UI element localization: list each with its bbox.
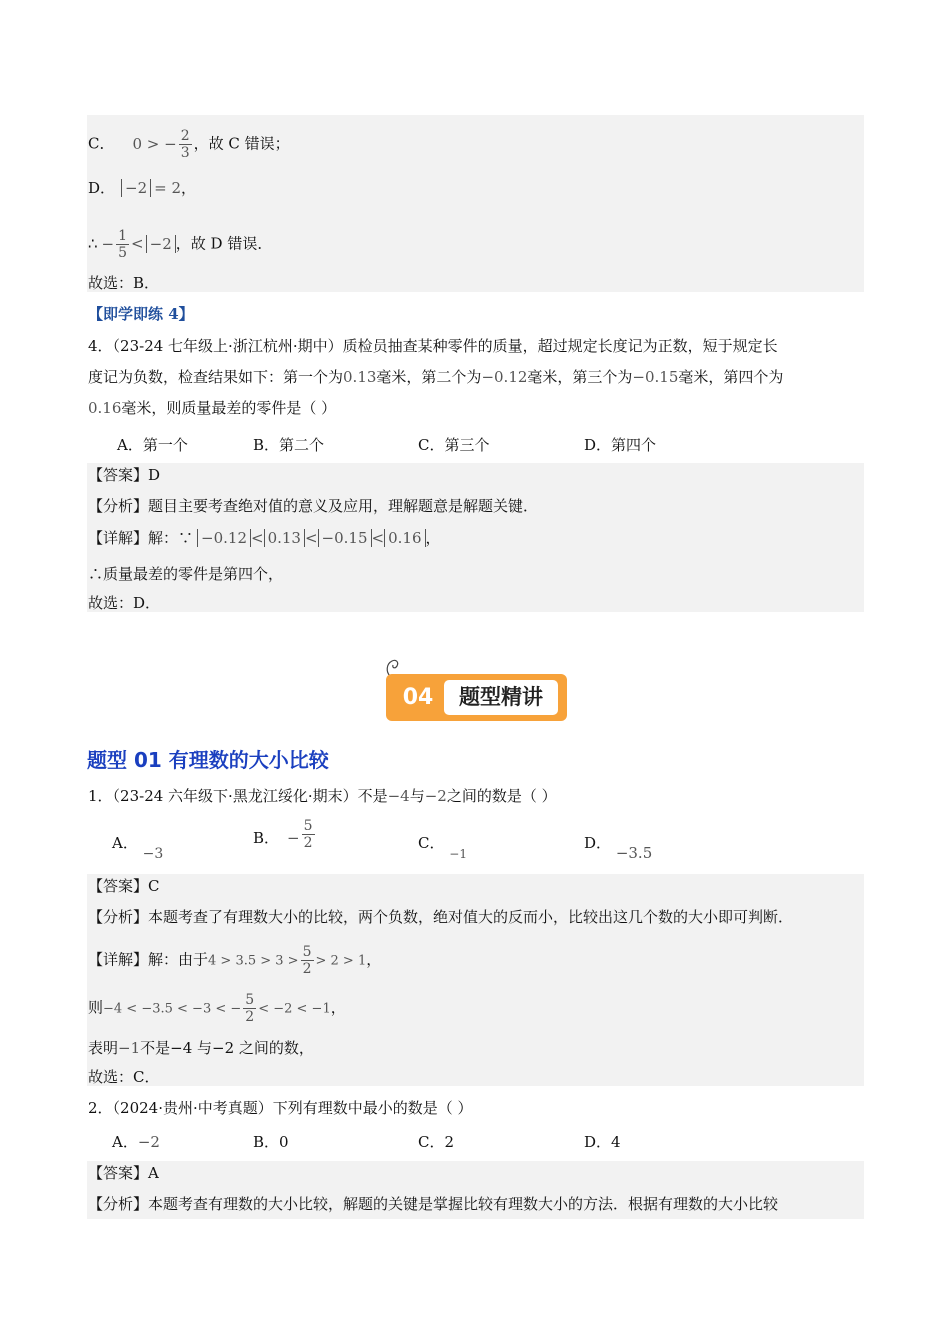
option-d[interactable] xyxy=(584,832,653,862)
analysis-text: 【分析】本题考查有理数的大小比较，解题的关键是掌握比较有理数大小的方法．根据有理数的大小比较 xyxy=(88,1195,779,1213)
show-suffix: 不是−4 与−2 之间的数， xyxy=(140,1039,314,1057)
stem-text: 与 xyxy=(409,787,425,805)
fraction-numerator: 5 xyxy=(303,818,313,834)
then-line xyxy=(88,992,346,1025)
option-label: A． xyxy=(112,834,138,852)
math-value: −2 xyxy=(424,787,447,805)
math-expression: −4 < −3.5 < −3 < − xyxy=(103,1001,242,1017)
option-a[interactable] xyxy=(112,1131,160,1152)
absolute-value: −0.12 xyxy=(197,529,251,547)
choose-answer: 故选：D． xyxy=(88,594,161,612)
math-expression: 4 > 3.5 > 3 > xyxy=(208,953,299,969)
choose-answer: 故选：C． xyxy=(88,1068,160,1086)
explanation-text: ，故 D 错误． xyxy=(175,234,273,253)
fraction xyxy=(179,128,192,161)
minus-sign: − xyxy=(101,234,115,253)
fraction xyxy=(243,992,256,1025)
detail-line xyxy=(88,528,441,548)
practice-heading: 【即学即练 4】 xyxy=(88,305,194,323)
option-d[interactable]: D．第四个 xyxy=(584,436,657,454)
question-4-stem: 4．（23-24 七年级上·浙江杭州·期中）质检员抽查某种零件的质量，超过规定长度记为正数，短于规定长 xyxy=(88,337,778,355)
math-expression: = 2 xyxy=(154,179,182,197)
question-1-stem xyxy=(88,786,557,806)
explanation-text: ， xyxy=(181,179,197,197)
fraction-denominator: 2 xyxy=(245,1009,255,1025)
math-expression: > 2 > 1 xyxy=(315,953,367,969)
question-4-stem-line2 xyxy=(88,367,783,387)
option-value: −1 xyxy=(449,847,467,861)
option-d[interactable]: D．4 xyxy=(584,1133,621,1151)
stem-text: 毫米，第二个为 xyxy=(376,368,482,386)
math-value: −1 xyxy=(118,1039,141,1057)
less-than: < xyxy=(131,234,144,253)
minus-sign: − xyxy=(287,828,300,847)
analysis-text: 【分析】题目主要考查绝对值的意义及应用，理解题意是解题关键． xyxy=(88,497,539,515)
section-label: 题型精讲 xyxy=(444,680,558,715)
math-value: −4 xyxy=(387,787,410,805)
answer-label: 【答案】D xyxy=(88,466,161,484)
detail-suffix: ， xyxy=(425,529,441,547)
absolute-value: −2 xyxy=(121,179,151,197)
answer-label: 【答案】C xyxy=(88,877,160,895)
value-4: 0.16 xyxy=(88,399,122,417)
stem-text: 毫米，则质量最差的零件是（ ） xyxy=(121,399,337,417)
math-expression: 0 > − xyxy=(132,134,177,153)
then-prefix: 则 xyxy=(88,998,104,1017)
option-value: −2 xyxy=(137,1133,160,1151)
fraction xyxy=(301,944,314,977)
fraction-numerator: 1 xyxy=(118,228,128,244)
option-label: C． xyxy=(418,834,445,852)
stem-text: 毫米，第三个为 xyxy=(527,368,633,386)
fraction xyxy=(302,818,315,851)
show-line xyxy=(88,1038,314,1058)
detail-suffix: ， xyxy=(366,950,382,969)
answer-label: 【答案】A xyxy=(88,1164,159,1182)
fraction-numerator: 2 xyxy=(180,128,190,144)
fraction-denominator: 5 xyxy=(118,245,128,261)
option-c[interactable]: C．第三个 xyxy=(418,436,490,454)
detail-prefix: 【详解】解：由于 xyxy=(88,950,209,969)
less-than: < xyxy=(371,529,385,547)
option-b[interactable] xyxy=(253,818,317,851)
choose-answer: 故选：B． xyxy=(88,274,160,292)
value-2: −0.12 xyxy=(481,368,528,386)
option-c-explanation xyxy=(88,128,290,161)
option-value: −3 xyxy=(142,846,164,862)
option-c[interactable]: C．2 xyxy=(418,1133,455,1151)
stem-text: 毫米，第四个为 xyxy=(678,368,784,386)
topic-title: 题型 01 有理数的大小比较 xyxy=(87,748,329,772)
therefore-line xyxy=(88,228,272,261)
option-b[interactable]: B．0 xyxy=(253,1133,289,1151)
question-2-stem: 2．（2024·贵州·中考真题）下列有理数中最小的数是（ ） xyxy=(88,1099,473,1117)
fraction-numerator: 5 xyxy=(245,992,255,1008)
fraction-denominator: 2 xyxy=(303,835,313,851)
value-3: −0.15 xyxy=(632,368,679,386)
less-than: < xyxy=(250,529,264,547)
math-expression: < −2 < −1 xyxy=(258,1001,331,1017)
therefore-symbol: ∴ xyxy=(88,234,98,253)
detail-line xyxy=(88,944,381,977)
conclusion-text: ∴质量最差的零件是第四个， xyxy=(88,565,284,583)
option-a[interactable]: A．第一个 xyxy=(117,436,188,454)
show-prefix: 表明 xyxy=(88,1039,119,1057)
section-number: 04 xyxy=(402,685,434,710)
absolute-value: 0.16 xyxy=(384,529,425,547)
less-than: < xyxy=(304,529,318,547)
option-label: B． xyxy=(253,828,280,847)
fraction-denominator: 3 xyxy=(180,145,190,161)
option-label: A． xyxy=(112,1133,138,1151)
stem-text: 度记为负数，检查结果如下：第一个为 xyxy=(88,368,344,386)
explanation-text: ，故 C 错误； xyxy=(193,134,290,153)
fraction-denominator: 2 xyxy=(302,961,312,977)
section-badge xyxy=(386,674,567,721)
option-d-label: D． xyxy=(88,179,116,197)
question-4-stem-line3 xyxy=(88,398,336,418)
absolute-value: −0.15 xyxy=(318,529,372,547)
option-label: D． xyxy=(584,834,612,852)
stem-text: 之间的数是（ ） xyxy=(446,787,557,805)
then-suffix: ， xyxy=(330,998,346,1017)
option-c[interactable] xyxy=(418,832,467,861)
absolute-value: 0.13 xyxy=(264,529,305,547)
absolute-value: −2 xyxy=(146,235,176,253)
fraction xyxy=(116,228,129,261)
fraction-numerator: 5 xyxy=(302,944,312,960)
option-d-explanation xyxy=(88,178,196,198)
option-a[interactable] xyxy=(112,832,164,862)
stem-text: 1．（23-24 六年级下·黑龙江绥化·期末）不是 xyxy=(88,787,388,805)
value-1: 0.13 xyxy=(343,368,377,386)
analysis-text: 【分析】本题考查了有理数大小的比较，两个负数，绝对值大的反而小，比较出这几个数的大小即可判断． xyxy=(88,908,794,926)
detail-prefix: 【详解】解：∵ xyxy=(88,529,194,547)
option-b[interactable]: B．第二个 xyxy=(253,436,325,454)
option-c-label: C． xyxy=(88,134,115,153)
option-value: −3.5 xyxy=(615,844,653,862)
